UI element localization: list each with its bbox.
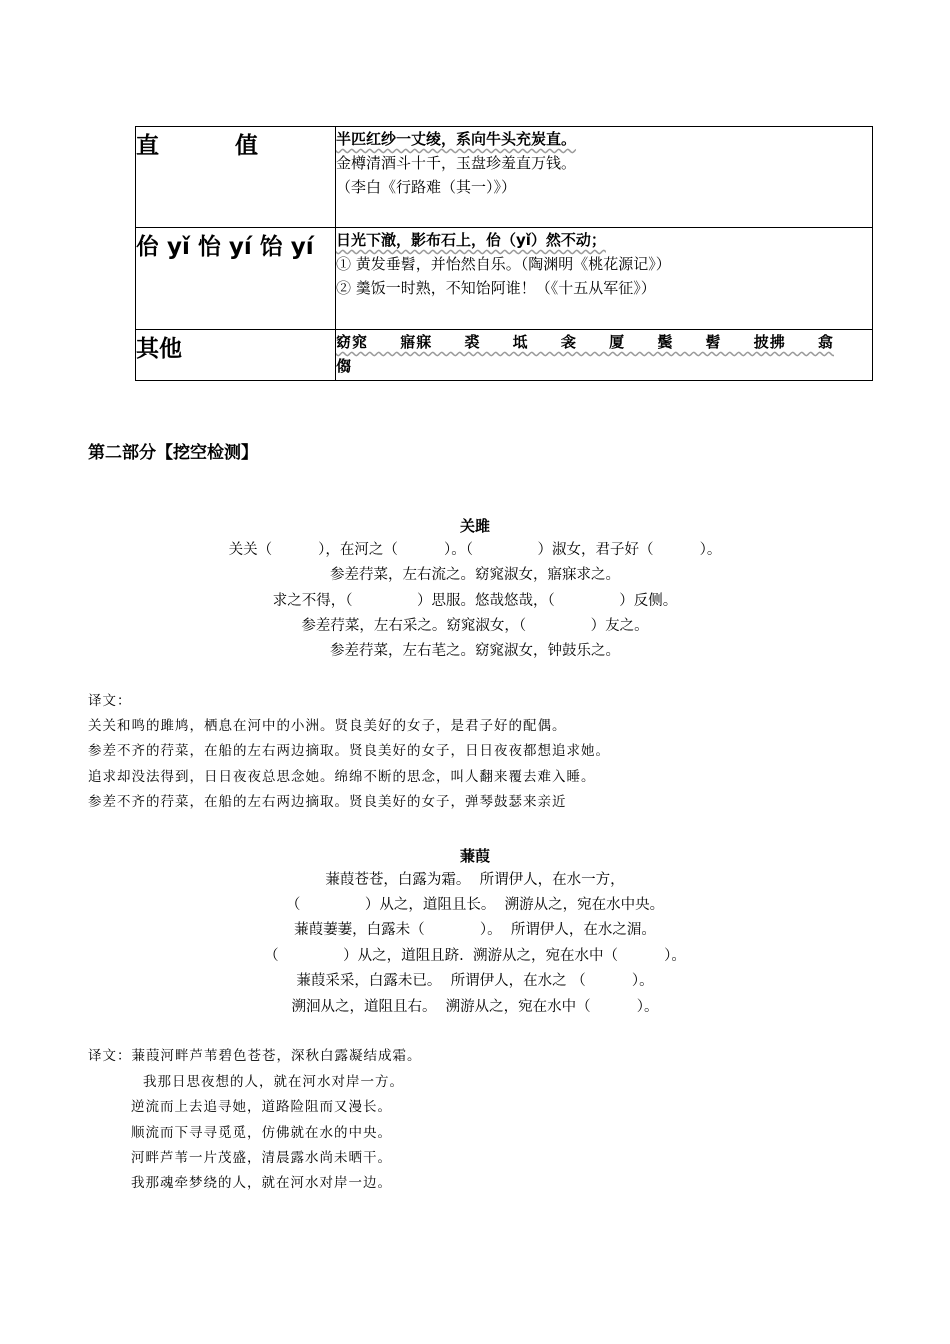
example-cell — [336, 127, 873, 228]
section-title: 第二部分【挖空检测】 — [88, 443, 258, 463]
translation-line: 逆流而上去追寻她，道路险阻而又漫长。 — [131, 1099, 392, 1115]
poem-title: 关雎 — [459, 517, 490, 535]
term-cell: 佁 yǐ 怡 yí 饴 yí — [136, 228, 336, 330]
term-cell: 其他 — [136, 330, 336, 381]
poem-line: 关关（ ），在河之（ ）。（ ）淑女，君子好（ ）。 — [228, 542, 722, 558]
translation-line: 译文：蒹葭河畔芦苇碧色苍苍，深秋白露凝结成霜。 — [88, 1048, 422, 1064]
poem-line: （ ）从之，道阻且跻. 溯游从之，宛在水中（ ）。 — [264, 948, 686, 964]
poem-title: 蒹葭 — [459, 847, 490, 865]
example-line: （李白《行路难（其一）》） — [336, 178, 517, 196]
poem-line: （ ）从之，道阻且长。 溯游从之，宛在水中央。 — [285, 897, 665, 913]
poem-line: 参差荇菜，左右采之。窈窕淑女，（ ）友之。 — [301, 618, 649, 634]
translation-line: 参差不齐的荇菜，在船的左右两边摘取。贤良美好的女子，弹琴鼓瑟来亲近 — [88, 794, 567, 810]
poem-line: 求之不得，（ ）思服。悠哉悠哉，（ ）反侧。 — [272, 593, 678, 609]
example-line: 窈窕 寤寐 裘 坻 衾 厦 鬓 髫 披拂 翕 — [336, 333, 835, 351]
example-line: 㑳 — [336, 357, 353, 375]
example-text: 日光下澈，影布石上，佁（yǐ）然不动； — [336, 231, 606, 249]
example-text: 半匹红纱一丈绫，系向牛头充炭直。 — [336, 130, 577, 148]
poem-line: 参差荇菜，左右芼之。窈窕淑女，钟鼓乐之。 — [330, 643, 620, 659]
translation-line: 追求却没法得到，日日夜夜总思念她。绵绵不断的思念，叫人翻来覆去难入睡。 — [88, 769, 596, 785]
translation-line: 河畔芦苇一片茂盛，清晨露水尚未晒干。 — [131, 1150, 392, 1166]
translation-line: 参差不齐的荇菜，在船的左右两边摘取。贤良美好的女子，日日夜夜都想追求她。 — [88, 743, 610, 759]
vocabulary-table — [135, 126, 873, 381]
poem-line: 蒹葭苍苍，白露为霜。 所谓伊人，在水一方， — [325, 872, 625, 888]
example-line: ① 黄发垂髫，并怡然自乐。（陶渊明《桃花源记》） — [336, 255, 671, 273]
example-cell — [336, 228, 873, 330]
term-cell: 直 值 — [136, 127, 336, 228]
table-row — [136, 127, 873, 228]
translation-line: 顺流而下寻寻觅觅，仿佛就在水的中央。 — [131, 1125, 392, 1141]
translation-line: 我那魂牵梦绕的人，就在河水对岸一边。 — [131, 1175, 392, 1191]
poem-line: 参差荇菜，左右流之。窈窕淑女，寤寐求之。 — [330, 567, 620, 583]
example-line: ② 羹饭一时熟，不知饴阿谁！（《十五从军征》） — [336, 279, 656, 297]
example-cell — [336, 330, 873, 381]
table-row — [136, 228, 873, 330]
translation-line: 译文： — [88, 693, 132, 709]
poem-line: 蒹葭采采，白露未已。 所谓伊人，在水之 （ ）。 — [296, 973, 654, 989]
example-line — [336, 127, 872, 151]
translation-line: 关关和鸣的雎鸠，栖息在河中的小洲。贤良美好的女子，是君子好的配偶。 — [88, 718, 567, 734]
translation-line: 我那日思夜想的人，就在河水对岸一方。 — [143, 1074, 404, 1090]
table-row — [136, 330, 873, 381]
example-line: 金樽清酒斗十千，玉盘珍羞直万钱。 — [336, 154, 577, 172]
example-line — [336, 228, 872, 252]
poem-line: 蒹葭萋萋，白露未（ ）。 所谓伊人，在水之湄。 — [294, 922, 656, 938]
poem-line: 溯洄从之，道阻且右。 溯游从之，宛在水中（ ）。 — [291, 999, 659, 1015]
